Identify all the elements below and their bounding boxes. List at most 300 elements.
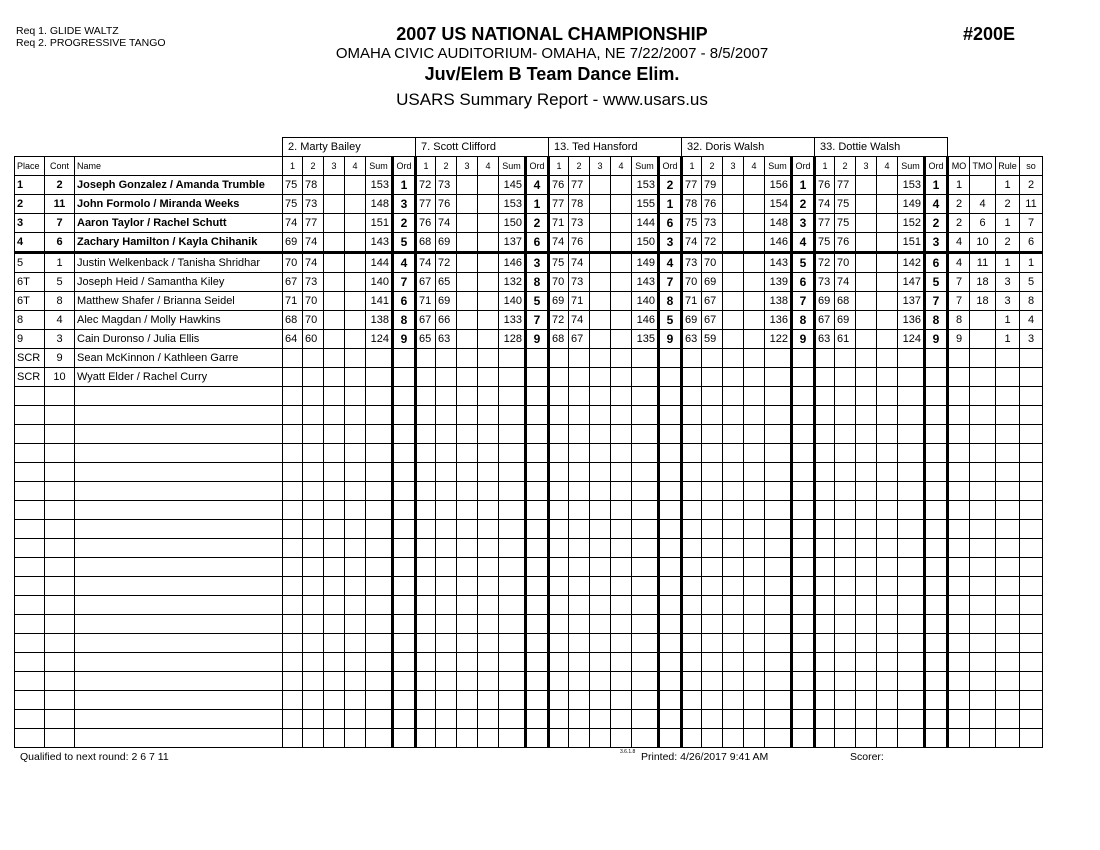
place: 2 bbox=[15, 195, 45, 214]
score-2: 70 bbox=[835, 253, 856, 273]
mo-value: 7 bbox=[948, 273, 970, 292]
score-1: 69 bbox=[682, 311, 702, 330]
ordinal: 2 bbox=[792, 195, 815, 214]
so-value bbox=[1020, 349, 1043, 368]
score-sum: 150 bbox=[499, 214, 526, 233]
contestant-number: 1 bbox=[45, 253, 75, 273]
competitor-row bbox=[15, 368, 1043, 387]
tmo-value: 11 bbox=[970, 253, 996, 273]
score-sum: 154 bbox=[765, 195, 792, 214]
ordinal: 5 bbox=[925, 273, 948, 292]
so-value: 2 bbox=[1020, 176, 1043, 195]
contestant-number: 4 bbox=[45, 311, 75, 330]
place: 4 bbox=[15, 233, 45, 253]
event-number: #200E bbox=[963, 24, 1016, 44]
competitor-name: Cain Duronso / Julia Ellis bbox=[75, 330, 283, 349]
score-sum: 138 bbox=[366, 311, 393, 330]
place: 3 bbox=[15, 214, 45, 233]
ordinal: 3 bbox=[659, 233, 682, 253]
score-1: 74 bbox=[283, 214, 303, 233]
mo-value: 4 bbox=[948, 233, 970, 253]
tmo-value bbox=[970, 330, 996, 349]
empty-row bbox=[15, 539, 1043, 558]
competitor-name: Aaron Taylor / Rachel Schutt bbox=[75, 214, 283, 233]
col-judge-4: 4 bbox=[877, 157, 898, 176]
score-2: 73 bbox=[303, 273, 324, 292]
judge-header: 13. Ted Hansford bbox=[549, 138, 682, 157]
score-1: 76 bbox=[549, 176, 569, 195]
summary-table bbox=[14, 137, 1043, 748]
col-judge-ord: Ord bbox=[659, 157, 682, 176]
place: 5 bbox=[15, 253, 45, 273]
ordinal: 5 bbox=[659, 311, 682, 330]
ordinal: 2 bbox=[659, 176, 682, 195]
so-value bbox=[1020, 368, 1043, 387]
contestant-number: 11 bbox=[45, 195, 75, 214]
ordinal: 2 bbox=[526, 214, 549, 233]
score-sum: 142 bbox=[898, 253, 925, 273]
score-2: 73 bbox=[702, 214, 723, 233]
ordinal: 8 bbox=[659, 292, 682, 311]
score-1: 75 bbox=[283, 195, 303, 214]
place: 6T bbox=[15, 273, 45, 292]
requirement-2: Req 2. PROGRESSIVE TANGO bbox=[16, 37, 166, 49]
col-judge-3: 3 bbox=[590, 157, 611, 176]
ordinal: 3 bbox=[925, 233, 948, 253]
ordinal: 3 bbox=[393, 195, 416, 214]
event-name: Juv/Elem B Team Dance Elim. bbox=[424, 64, 680, 84]
score-1: 70 bbox=[682, 273, 702, 292]
ordinal: 4 bbox=[393, 253, 416, 273]
ordinal: 8 bbox=[526, 273, 549, 292]
empty-row bbox=[15, 406, 1043, 425]
so-value: 1 bbox=[1020, 253, 1043, 273]
score-1: 72 bbox=[815, 253, 835, 273]
score-1: 75 bbox=[283, 176, 303, 195]
score-sum: 141 bbox=[366, 292, 393, 311]
place: SCR bbox=[15, 349, 45, 368]
ordinal: 7 bbox=[925, 292, 948, 311]
mo-value: 4 bbox=[948, 253, 970, 273]
ordinal: 4 bbox=[526, 176, 549, 195]
col-place: Place bbox=[15, 157, 45, 176]
score-1: 65 bbox=[416, 330, 436, 349]
ordinal: 1 bbox=[659, 195, 682, 214]
mo-value: 9 bbox=[948, 330, 970, 349]
empty-row bbox=[15, 615, 1043, 634]
score-sum: 144 bbox=[632, 214, 659, 233]
score-1: 75 bbox=[815, 233, 835, 253]
ordinal: 3 bbox=[792, 214, 815, 233]
place: 1 bbox=[15, 176, 45, 195]
competitor-name: Wyatt Elder / Rachel Curry bbox=[75, 368, 283, 387]
score-1: 67 bbox=[416, 311, 436, 330]
score-sum: 140 bbox=[632, 292, 659, 311]
score-1: 67 bbox=[283, 273, 303, 292]
score-2: 77 bbox=[569, 176, 590, 195]
score-sum: 146 bbox=[632, 311, 659, 330]
competitor-name: John Formolo / Miranda Weeks bbox=[75, 195, 283, 214]
ordinal: 2 bbox=[925, 214, 948, 233]
judge-header: 2. Marty Bailey bbox=[283, 138, 416, 157]
tmo-value bbox=[970, 349, 996, 368]
ordinal: 5 bbox=[526, 292, 549, 311]
score-2: 74 bbox=[436, 214, 457, 233]
col-judge-2: 2 bbox=[303, 157, 324, 176]
score-sum: 153 bbox=[632, 176, 659, 195]
score-2: 74 bbox=[303, 233, 324, 253]
score-2: 74 bbox=[303, 253, 324, 273]
score-1: 77 bbox=[416, 195, 436, 214]
report-title: USARS Summary Report - www.usars.us bbox=[396, 90, 708, 109]
ordinal: 6 bbox=[659, 214, 682, 233]
contestant-number: 8 bbox=[45, 292, 75, 311]
score-sum: 128 bbox=[499, 330, 526, 349]
competitor-name: Justin Welkenback / Tanisha Shridhar bbox=[75, 253, 283, 273]
score-2: 72 bbox=[702, 233, 723, 253]
empty-row bbox=[15, 558, 1043, 577]
so-value: 3 bbox=[1020, 330, 1043, 349]
empty-row bbox=[15, 501, 1043, 520]
score-sum: 137 bbox=[898, 292, 925, 311]
score-sum: 151 bbox=[366, 214, 393, 233]
empty-row bbox=[15, 482, 1043, 501]
score-1: 63 bbox=[815, 330, 835, 349]
ordinal: 6 bbox=[925, 253, 948, 273]
score-1: 75 bbox=[549, 253, 569, 273]
col-judge-3: 3 bbox=[457, 157, 478, 176]
empty-row bbox=[15, 653, 1043, 672]
score-2: 67 bbox=[702, 311, 723, 330]
score-2: 78 bbox=[303, 176, 324, 195]
ordinal: 7 bbox=[526, 311, 549, 330]
ordinal: 5 bbox=[792, 253, 815, 273]
score-2: 61 bbox=[835, 330, 856, 349]
score-1: 76 bbox=[416, 214, 436, 233]
score-2: 70 bbox=[303, 292, 324, 311]
col-judge-sum: Sum bbox=[366, 157, 393, 176]
col-judge-1: 1 bbox=[416, 157, 436, 176]
score-1: 67 bbox=[416, 273, 436, 292]
score-1: 68 bbox=[283, 311, 303, 330]
col-judge-sum: Sum bbox=[499, 157, 526, 176]
score-2: 69 bbox=[702, 273, 723, 292]
competitor-name: Sean McKinnon / Kathleen Garre bbox=[75, 349, 283, 368]
rule-value: 2 bbox=[996, 195, 1020, 214]
so-value: 7 bbox=[1020, 214, 1043, 233]
score-2: 69 bbox=[835, 311, 856, 330]
ordinal: 4 bbox=[792, 233, 815, 253]
judge-header: 33. Dottie Walsh bbox=[815, 138, 948, 157]
score-sum: 149 bbox=[632, 253, 659, 273]
contestant-number: 9 bbox=[45, 349, 75, 368]
col-judge-ord: Ord bbox=[393, 157, 416, 176]
score-2: 70 bbox=[702, 253, 723, 273]
empty-row bbox=[15, 577, 1043, 596]
score-1: 71 bbox=[416, 292, 436, 311]
empty-row bbox=[15, 520, 1043, 539]
col-judge-ord: Ord bbox=[526, 157, 549, 176]
ordinal: 9 bbox=[925, 330, 948, 349]
col-judge-ord: Ord bbox=[925, 157, 948, 176]
score-1: 70 bbox=[549, 273, 569, 292]
score-2: 73 bbox=[569, 214, 590, 233]
empty-row bbox=[15, 387, 1043, 406]
rule-value: 3 bbox=[996, 292, 1020, 311]
score-2: 76 bbox=[436, 195, 457, 214]
empty-row bbox=[15, 596, 1043, 615]
printed-date: Printed: 4/26/2017 9:41 AM bbox=[641, 751, 769, 763]
empty-row bbox=[15, 691, 1043, 710]
ordinal: 2 bbox=[393, 214, 416, 233]
score-2: 66 bbox=[436, 311, 457, 330]
score-1: 68 bbox=[549, 330, 569, 349]
rule-value: 2 bbox=[996, 233, 1020, 253]
ordinal: 1 bbox=[792, 176, 815, 195]
score-1: 69 bbox=[815, 292, 835, 311]
score-1: 77 bbox=[815, 214, 835, 233]
score-2: 75 bbox=[835, 195, 856, 214]
competitor-row bbox=[15, 233, 1043, 253]
score-sum: 138 bbox=[765, 292, 792, 311]
ordinal: 3 bbox=[526, 253, 549, 273]
col-judge-3: 3 bbox=[324, 157, 345, 176]
ordinal: 8 bbox=[925, 311, 948, 330]
score-sum: 136 bbox=[898, 311, 925, 330]
ordinal: 8 bbox=[792, 311, 815, 330]
score-2: 67 bbox=[702, 292, 723, 311]
score-1: 71 bbox=[549, 214, 569, 233]
ordinal: 4 bbox=[659, 253, 682, 273]
scorer-label: Scorer: bbox=[850, 751, 884, 763]
score-2: 68 bbox=[835, 292, 856, 311]
score-1: 77 bbox=[682, 176, 702, 195]
tmo-value bbox=[970, 311, 996, 330]
ordinal: 8 bbox=[393, 311, 416, 330]
competitor-row bbox=[15, 253, 1043, 273]
score-sum: 145 bbox=[499, 176, 526, 195]
col-rule: Rule bbox=[996, 157, 1020, 176]
competitor-row bbox=[15, 195, 1043, 214]
score-1: 63 bbox=[682, 330, 702, 349]
competitor-name: Zachary Hamilton / Kayla Chihanik bbox=[75, 233, 283, 253]
score-1: 74 bbox=[815, 195, 835, 214]
col-judge-sum: Sum bbox=[632, 157, 659, 176]
score-1: 71 bbox=[283, 292, 303, 311]
empty-row bbox=[15, 444, 1043, 463]
score-2: 74 bbox=[835, 273, 856, 292]
col-cont: Cont bbox=[45, 157, 75, 176]
empty-row bbox=[15, 463, 1043, 482]
competitor-row bbox=[15, 273, 1043, 292]
score-sum: 148 bbox=[366, 195, 393, 214]
score-1: 74 bbox=[682, 233, 702, 253]
ordinal: 7 bbox=[659, 273, 682, 292]
col-judge-4: 4 bbox=[345, 157, 366, 176]
ordinal: 6 bbox=[393, 292, 416, 311]
ordinal: 5 bbox=[393, 233, 416, 253]
score-1: 69 bbox=[283, 233, 303, 253]
score-2: 79 bbox=[702, 176, 723, 195]
col-judge-1: 1 bbox=[283, 157, 303, 176]
empty-row bbox=[15, 634, 1043, 653]
score-sum: 135 bbox=[632, 330, 659, 349]
ordinal: 7 bbox=[393, 273, 416, 292]
score-2: 70 bbox=[303, 311, 324, 330]
score-sum: 151 bbox=[898, 233, 925, 253]
ordinal: 6 bbox=[526, 233, 549, 253]
score-sum: 146 bbox=[765, 233, 792, 253]
score-sum: 122 bbox=[765, 330, 792, 349]
tmo-value bbox=[970, 368, 996, 387]
mo-value: 8 bbox=[948, 311, 970, 330]
score-1: 78 bbox=[682, 195, 702, 214]
col-judge-sum: Sum bbox=[765, 157, 792, 176]
score-sum: 144 bbox=[366, 253, 393, 273]
score-1: 64 bbox=[283, 330, 303, 349]
place: 9 bbox=[15, 330, 45, 349]
col-judge-2: 2 bbox=[569, 157, 590, 176]
col-judge-ord: Ord bbox=[792, 157, 815, 176]
qualified-list: Qualified to next round: 2 6 7 11 bbox=[20, 751, 169, 763]
score-1: 74 bbox=[416, 253, 436, 273]
mo-value: 7 bbox=[948, 292, 970, 311]
score-sum: 124 bbox=[898, 330, 925, 349]
mo-value: 2 bbox=[948, 214, 970, 233]
score-1: 69 bbox=[549, 292, 569, 311]
rule-value: 1 bbox=[996, 330, 1020, 349]
score-sum: 148 bbox=[765, 214, 792, 233]
mo-value bbox=[948, 368, 970, 387]
ordinal: 1 bbox=[526, 195, 549, 214]
col-judge-4: 4 bbox=[744, 157, 765, 176]
col-judge-sum: Sum bbox=[898, 157, 925, 176]
contestant-number: 6 bbox=[45, 233, 75, 253]
rule-value: 1 bbox=[996, 311, 1020, 330]
score-2: 63 bbox=[436, 330, 457, 349]
so-value: 8 bbox=[1020, 292, 1043, 311]
place: 8 bbox=[15, 311, 45, 330]
col-tmo: TMO bbox=[970, 157, 996, 176]
score-sum: 146 bbox=[499, 253, 526, 273]
score-2: 72 bbox=[436, 253, 457, 273]
score-2: 69 bbox=[436, 233, 457, 253]
score-sum: 133 bbox=[499, 311, 526, 330]
score-2: 59 bbox=[702, 330, 723, 349]
rule-value bbox=[996, 349, 1020, 368]
score-sum: 156 bbox=[765, 176, 792, 195]
competitor-name: Alec Magdan / Molly Hawkins bbox=[75, 311, 283, 330]
tmo-value: 6 bbox=[970, 214, 996, 233]
score-2: 69 bbox=[436, 292, 457, 311]
score-sum: 139 bbox=[765, 273, 792, 292]
score-1: 73 bbox=[682, 253, 702, 273]
so-value: 5 bbox=[1020, 273, 1043, 292]
col-judge-2: 2 bbox=[436, 157, 457, 176]
score-1: 75 bbox=[682, 214, 702, 233]
contestant-number: 10 bbox=[45, 368, 75, 387]
venue-dates: OMAHA CIVIC AUDITORIUM- OMAHA, NE 7/22/2007 - 8/5/2007 bbox=[335, 45, 769, 62]
judge-header: 32. Doris Walsh bbox=[682, 138, 815, 157]
empty-row bbox=[15, 672, 1043, 691]
contestant-number: 3 bbox=[45, 330, 75, 349]
tmo-value bbox=[970, 176, 996, 195]
tmo-value: 18 bbox=[970, 292, 996, 311]
empty-row bbox=[15, 425, 1043, 444]
col-judge-4: 4 bbox=[478, 157, 499, 176]
so-value: 11 bbox=[1020, 195, 1043, 214]
score-sum: 140 bbox=[499, 292, 526, 311]
competitor-name: Matthew Shafer / Brianna Seidel bbox=[75, 292, 283, 311]
score-sum: 140 bbox=[366, 273, 393, 292]
score-2: 65 bbox=[436, 273, 457, 292]
competitor-row bbox=[15, 311, 1043, 330]
ordinal: 9 bbox=[659, 330, 682, 349]
score-2: 71 bbox=[569, 292, 590, 311]
ordinal: 1 bbox=[925, 176, 948, 195]
empty-row bbox=[15, 729, 1043, 748]
score-1: 76 bbox=[815, 176, 835, 195]
col-judge-3: 3 bbox=[723, 157, 744, 176]
competitor-row bbox=[15, 330, 1043, 349]
score-2: 77 bbox=[303, 214, 324, 233]
score-sum: 149 bbox=[898, 195, 925, 214]
score-1: 71 bbox=[682, 292, 702, 311]
col-so: so bbox=[1020, 157, 1043, 176]
score-sum: 136 bbox=[765, 311, 792, 330]
competitor-row bbox=[15, 349, 1043, 368]
col-name: Name bbox=[75, 157, 283, 176]
col-judge-1: 1 bbox=[682, 157, 702, 176]
ordinal: 9 bbox=[393, 330, 416, 349]
score-1: 72 bbox=[549, 311, 569, 330]
score-2: 60 bbox=[303, 330, 324, 349]
score-2: 74 bbox=[569, 311, 590, 330]
score-1: 72 bbox=[416, 176, 436, 195]
mo-value bbox=[948, 349, 970, 368]
score-2: 67 bbox=[569, 330, 590, 349]
score-2: 73 bbox=[569, 273, 590, 292]
rule-value: 1 bbox=[996, 214, 1020, 233]
tmo-value: 18 bbox=[970, 273, 996, 292]
score-sum: 153 bbox=[499, 195, 526, 214]
score-1: 70 bbox=[283, 253, 303, 273]
competitor-row bbox=[15, 176, 1043, 195]
competitor-row bbox=[15, 292, 1043, 311]
score-2: 73 bbox=[303, 195, 324, 214]
score-2: 78 bbox=[569, 195, 590, 214]
ordinal: 7 bbox=[792, 292, 815, 311]
score-sum: 152 bbox=[898, 214, 925, 233]
col-judge-4: 4 bbox=[611, 157, 632, 176]
empty-row bbox=[15, 710, 1043, 729]
tmo-value: 4 bbox=[970, 195, 996, 214]
col-judge-2: 2 bbox=[702, 157, 723, 176]
rule-value: 3 bbox=[996, 273, 1020, 292]
place: SCR bbox=[15, 368, 45, 387]
score-2: 76 bbox=[835, 233, 856, 253]
score-sum: 143 bbox=[765, 253, 792, 273]
score-2: 73 bbox=[436, 176, 457, 195]
col-judge-1: 1 bbox=[549, 157, 569, 176]
col-mo: MO bbox=[948, 157, 970, 176]
place: 6T bbox=[15, 292, 45, 311]
score-sum: 153 bbox=[898, 176, 925, 195]
contestant-number: 7 bbox=[45, 214, 75, 233]
mo-value: 1 bbox=[948, 176, 970, 195]
score-sum: 137 bbox=[499, 233, 526, 253]
ordinal: 1 bbox=[393, 176, 416, 195]
